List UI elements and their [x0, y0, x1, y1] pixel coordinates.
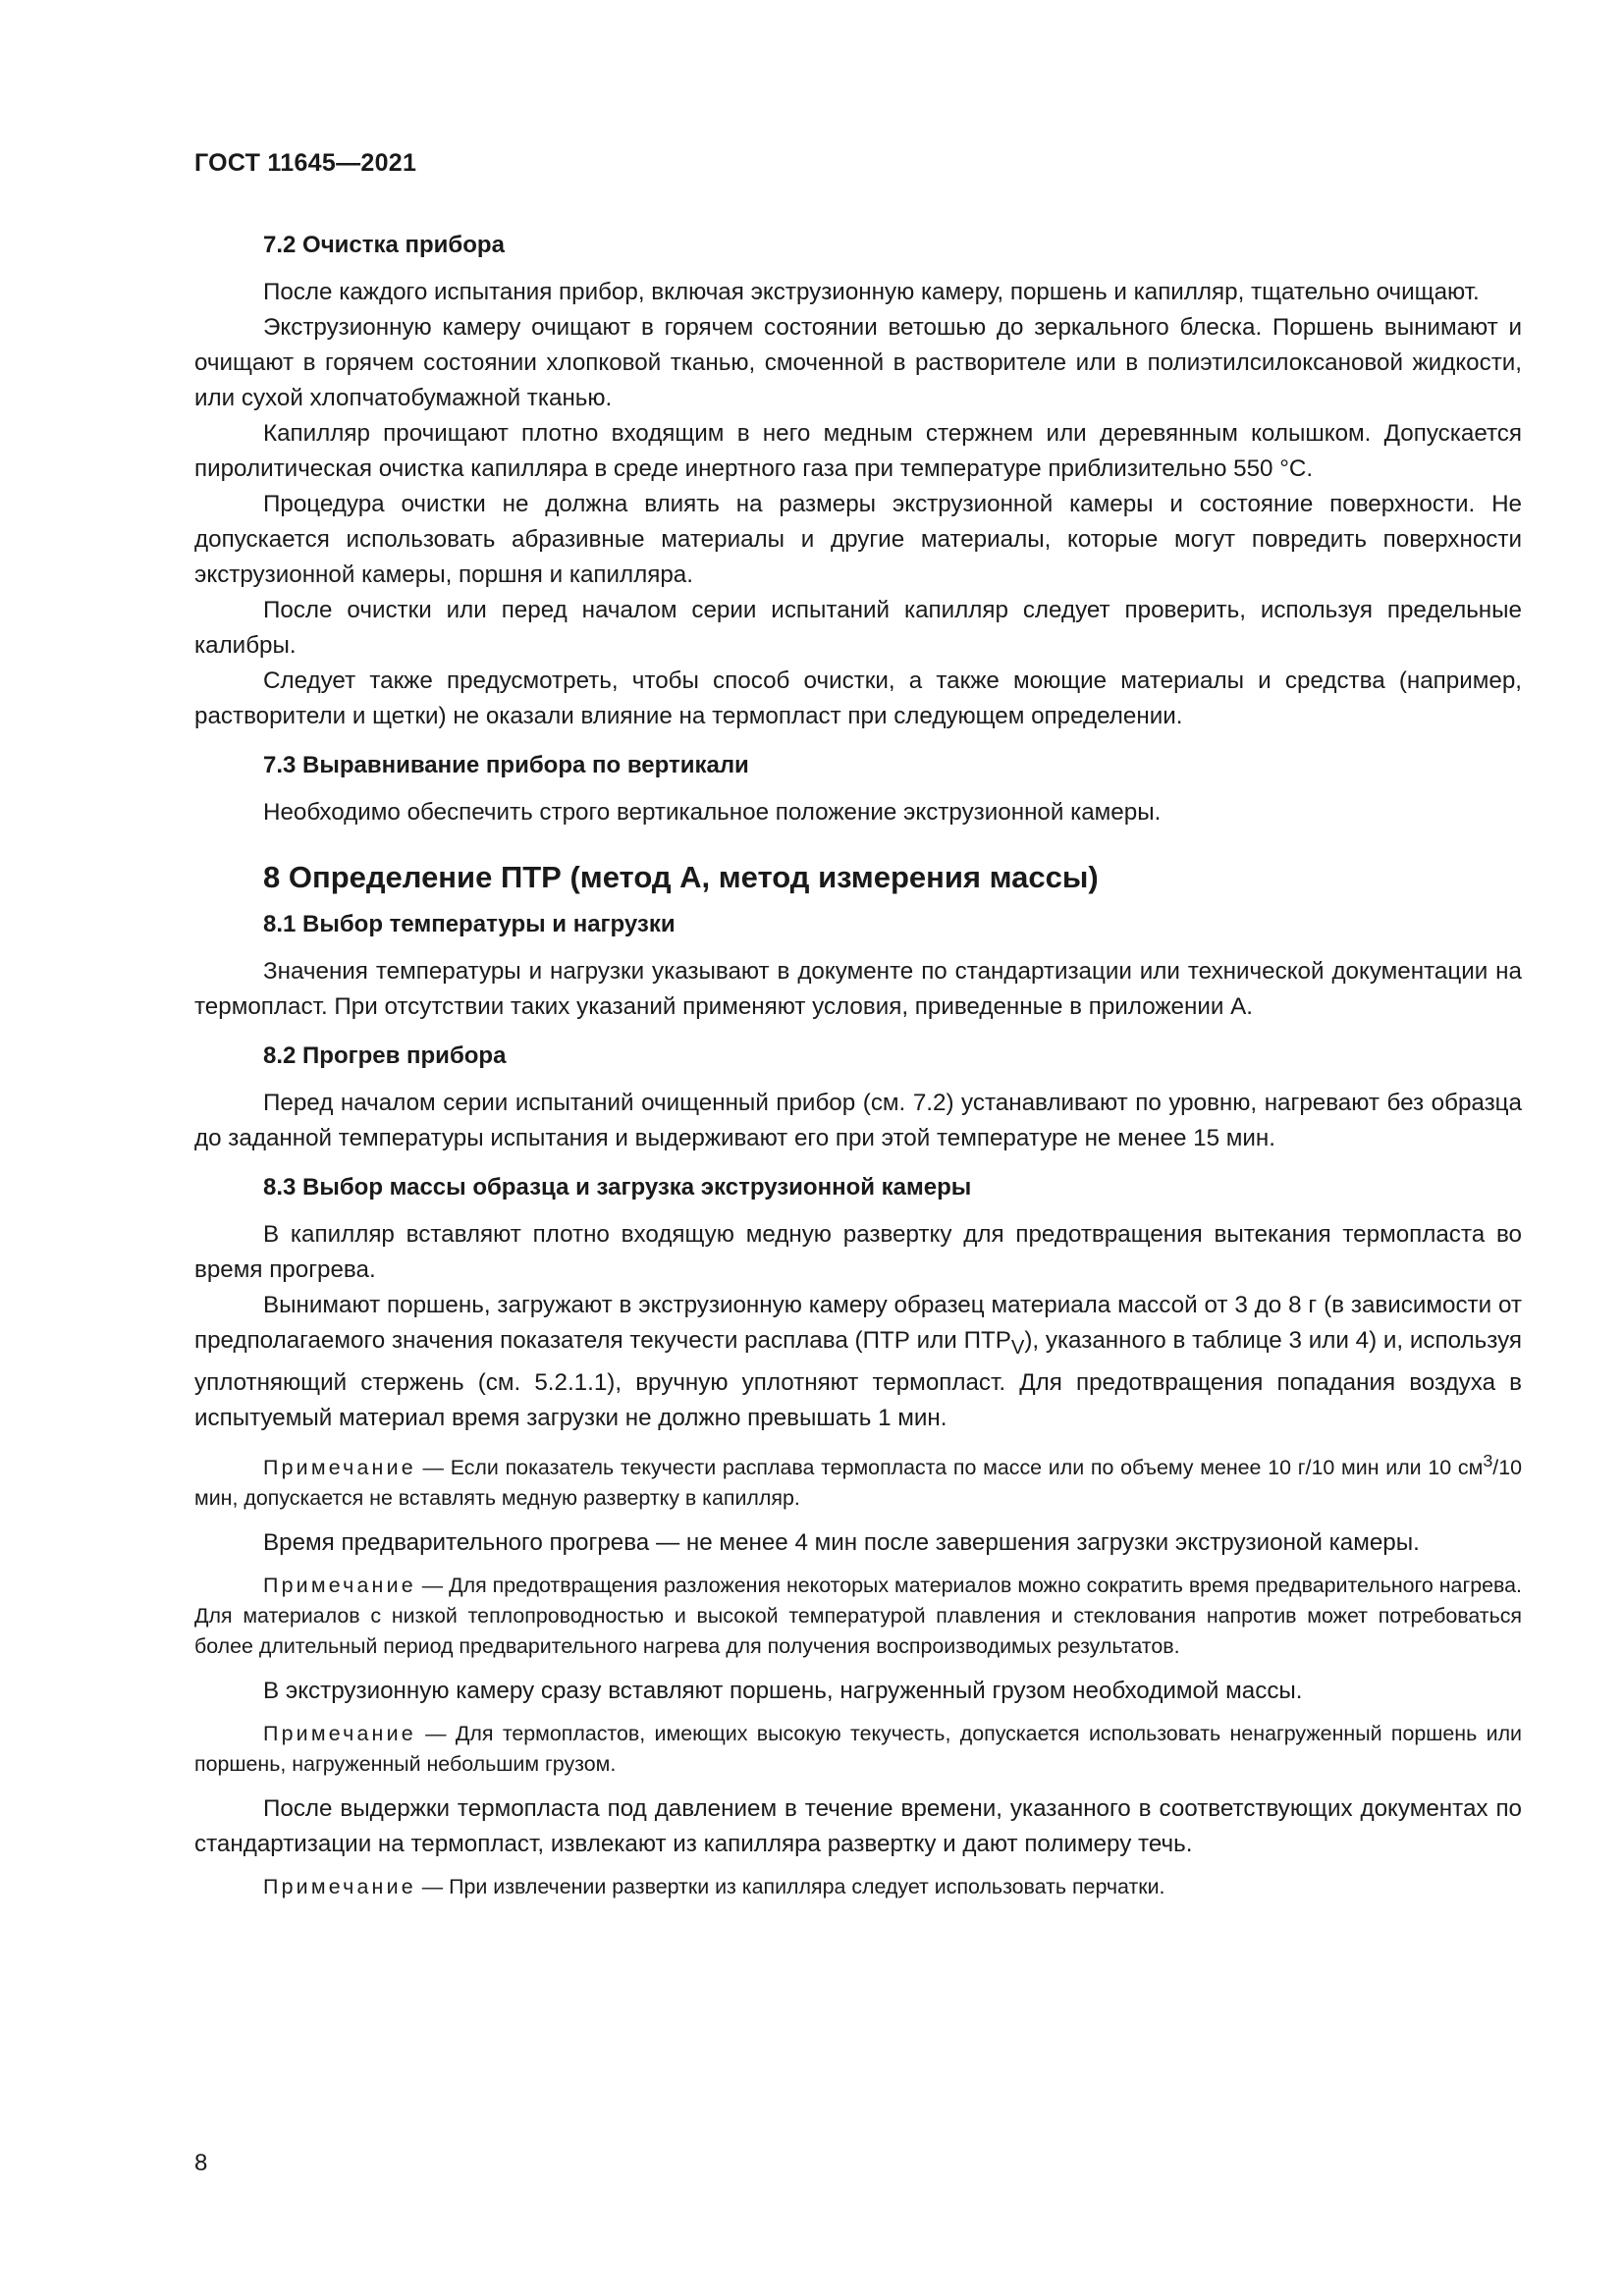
note-1-text-b: /10 мин, допускается не вставлять медную развертку в капилляр.: [194, 1455, 1522, 1510]
note-3: [194, 1719, 1522, 1780]
section-7-2-title: 7.2 Очистка прибора: [263, 232, 505, 258]
section-8-3-paragraph-1: В капилляр вставляют плотно входящую медную развертку для предотвращения вытекания термопласта во время прогрева.: [194, 1221, 1522, 1283]
note-4: [194, 1872, 1522, 1902]
section-8-3-paragraph-2: [194, 1288, 1522, 1436]
note-1-text-a: — Если показатель текучести расплава термопласта по массе или по объему менее 10 г/10 мин или 10 см: [415, 1455, 1484, 1479]
section-7-2-paragraph-1: После каждого испытания прибор, включая экструзионную камеру, поршень и капилляр, тщательно очищают.: [263, 279, 1480, 305]
page-content: [194, 228, 1522, 1902]
note-label: Примечание: [263, 1721, 416, 1745]
section-7-2-paragraph-6: Следует также предусмотреть, чтобы способ очистки, а также моющие материалы и средства (например, растворители и щетки) не оказали влияние на термопласт при следующем определении.: [194, 667, 1522, 729]
section-7-2-paragraph-4: Процедура очистки не должна влиять на размеры экструзионной камеры и состояние поверхности. Не допускается использовать абразивные материалы и другие материалы, которые могут повредить поверхности экструзионной камеры, поршня и капилляра.: [194, 491, 1522, 588]
note-1: [194, 1446, 1522, 1514]
section-8-2-title: 8.2 Прогрев прибора: [263, 1042, 507, 1069]
note-4-text: — При извлечении развертки из капилляра следует использовать перчатки.: [415, 1874, 1165, 1898]
note-label: Примечание: [263, 1874, 416, 1898]
paragraph-2-text-b: ), указанного в таблице 3 или 4) и, используя уплотняющий стержень (см. 5.2.1.1), вручную уплотняют термопласт. Для предотвращения попадания воздуха в испытуемый материал время загрузки не должно превышать 1 мин.: [194, 1327, 1522, 1431]
section-8-3-paragraph-3: Время предварительного прогрева — не менее 4 мин после завершения загрузки экструзионой камеры.: [263, 1528, 1420, 1556]
ptr-volume-subscript: V: [1010, 1336, 1025, 1359]
section-8-1-title: 8.1 Выбор температуры и нагрузки: [263, 911, 676, 937]
page-number: 8: [194, 2150, 208, 2176]
document-code-header: ГОСТ 11645—2021: [194, 149, 417, 177]
section-7-2-paragraph-2: Экструзионную камеру очищают в горячем состоянии ветошью до зеркального блеска. Поршень вынимают и очищают в горячем состоянии хлопковой тканью, смоченной в растворителе или в полиэтилсилоксановой жидкости, или сухой хлопчатобумажной тканью.: [194, 314, 1522, 411]
section-7-2-paragraph-5: После очистки или перед началом серии испытаний капилляр следует проверить, используя предельные калибры.: [194, 597, 1522, 659]
section-8-2-paragraph-1: Перед началом серии испытаний очищенный прибор (см. 7.2) устанавливают по уровню, нагревают без образца до заданной температуры испытания и выдерживают его при этой температуре не менее 15 мин.: [194, 1090, 1522, 1151]
section-7-3-title: 7.3 Выравнивание прибора по вертикали: [263, 752, 749, 778]
cubic-superscript: 3: [1483, 1450, 1493, 1470]
section-8-3-title: 8.3 Выбор массы образца и загрузка экструзионной камеры: [263, 1174, 972, 1201]
section-8-1-paragraph-1: Значения температуры и нагрузки указывают в документе по стандартизации или технической документации на термопласт. При отсутствии таких указаний применяют условия, приведенные в приложении А.: [194, 958, 1522, 1020]
paragraph-2-text-a: Вынимают поршень, загружают в экструзионную камеру образец материала массой от 3 до 8 г (в зависимости от предполагаемого значения показателя текучести расплава (ПТР или ПТР: [194, 1292, 1522, 1354]
note-label: Примечание: [263, 1573, 416, 1597]
note-3-text: — Для термопластов, имеющих высокую текучесть, допускается использовать ненагруженный поршень или поршень, нагруженный небольшим грузом.: [194, 1721, 1522, 1776]
note-2: [194, 1571, 1522, 1662]
section-7-2-paragraph-3: Капилляр прочищают плотно входящим в него медным стержнем или деревянным колышком. Допускается пиролитическая очистка капилляра в среде инертного газа при температуре приблизительно 550 °С.: [194, 420, 1522, 482]
section-8-3-paragraph-4: В экструзионную камеру сразу вставляют поршень, нагруженный грузом необходимой массы.: [263, 1677, 1303, 1704]
note-label: Примечание: [263, 1455, 416, 1479]
section-7-3-paragraph-1: Необходимо обеспечить строго вертикальное положение экструзионной камеры.: [263, 799, 1162, 826]
section-8-title: 8 Определение ПТР (метод А, метод измерения массы): [263, 860, 1099, 894]
section-8-3-paragraph-5: После выдержки термопласта под давлением в течение времени, указанного в соответствующих документах по стандартизации на термопласт, извлекают из капилляра развертку и дают полимеру течь.: [194, 1794, 1522, 1857]
note-2-text: — Для предотвращения разложения некоторых материалов можно сократить время предварительного нагрева. Для материалов с низкой теплопроводностью и высокой температурой плавления и стеклования напротив может потребоваться более длительный период предварительного нагрева для получения воспроизводимых результатов.: [194, 1573, 1522, 1658]
